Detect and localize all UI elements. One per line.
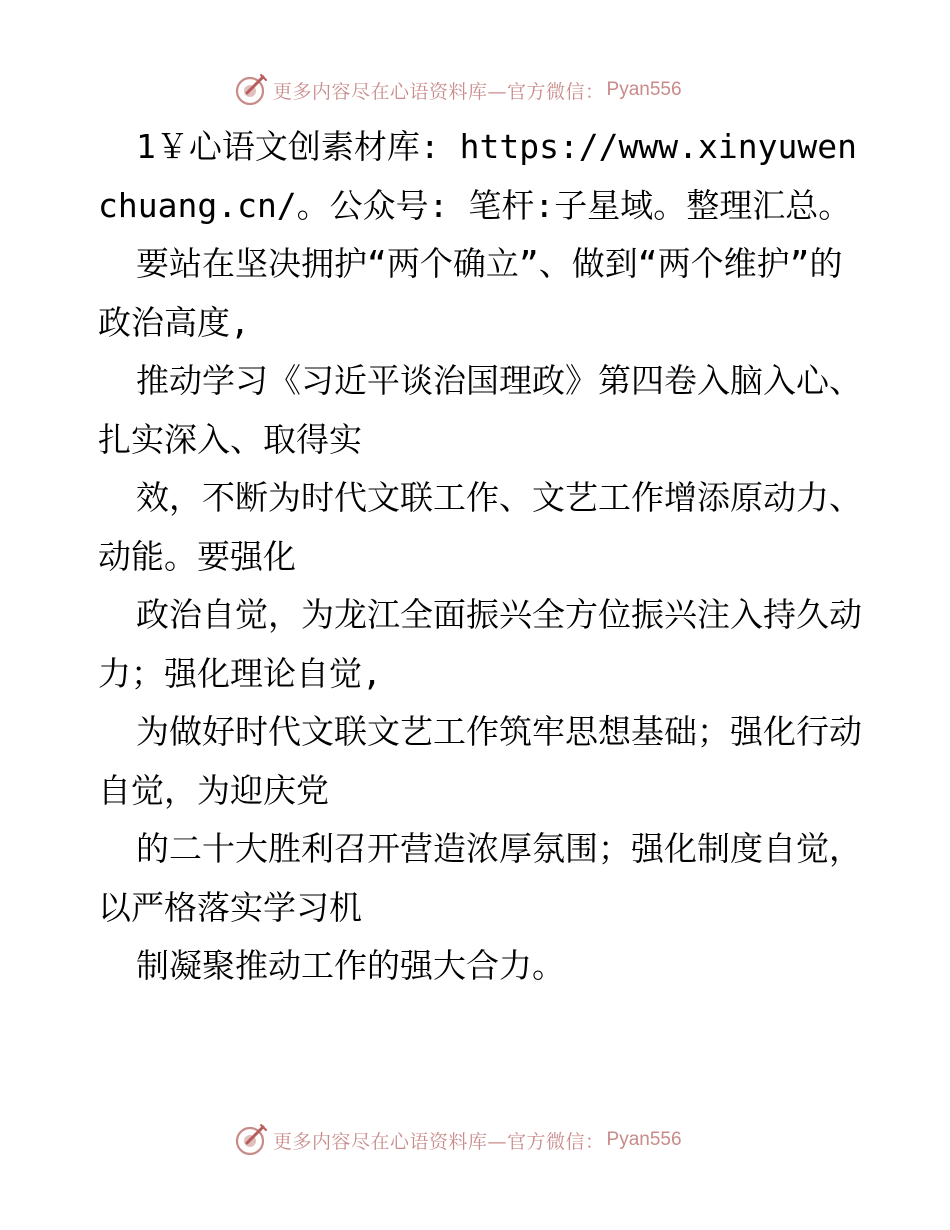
paragraph: 为做好时代文联文艺工作筑牢思想基础；强化行动自觉，为迎庆党	[98, 712, 862, 810]
watermark-text: 更多内容尽在心语资料库—官方微信：	[273, 80, 605, 103]
paragraph: 推动学习《习近平谈治国理政》第四卷入脑入心、扎实深入、取得实	[98, 361, 862, 459]
footer-watermark	[233, 1122, 682, 1158]
paragraph: 1￥心语文创素材库: https://www.xinyuwenchuang.cn/。公众号: 笔杆:子星域。整理汇总。	[98, 127, 857, 225]
watermark-handle: Pyan556	[606, 1129, 682, 1150]
paragraph: 政治自觉，为龙江全面振兴全方位振兴注入持久动力；强化理论自觉,	[98, 595, 862, 693]
watermark-text: 更多内容尽在心语资料库—官方微信：	[273, 1130, 605, 1153]
watermark-handle: Pyan556	[606, 79, 682, 100]
paragraph: 的二十大胜利召开营造浓厚氛围；强化制度自觉，以严格落实学习机	[98, 829, 862, 927]
paragraph: 效，不断为时代文联工作、文艺工作增添原动力、动能。要强化	[98, 478, 862, 576]
paragraph: 要站在坚决拥护“两个确立”、做到“两个维护”的政治高度,	[98, 244, 843, 342]
document-body	[98, 118, 868, 996]
paragraph: 制凝聚推动工作的强大合力。	[136, 946, 565, 985]
brush-logo-icon	[233, 1122, 269, 1158]
header-watermark	[233, 72, 682, 108]
brush-logo-icon	[233, 72, 269, 108]
